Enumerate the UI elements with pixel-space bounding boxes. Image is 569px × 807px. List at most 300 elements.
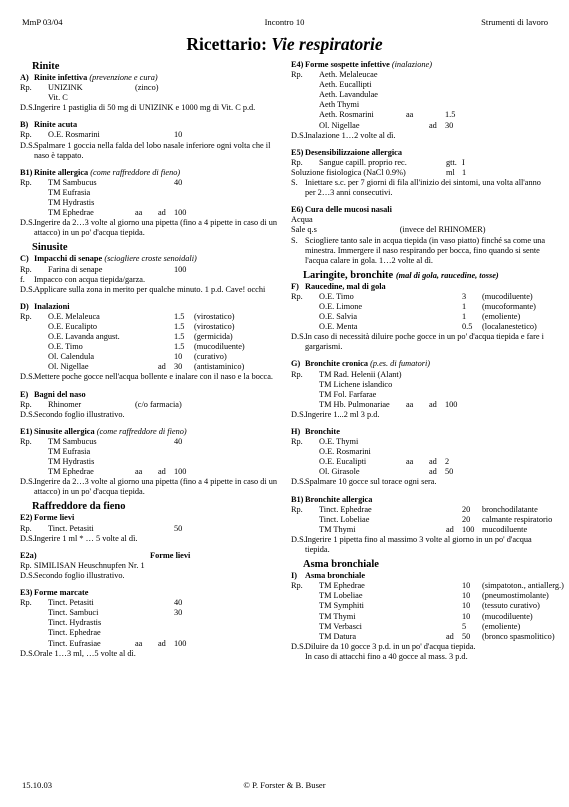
ingredient-ad [429, 370, 445, 380]
ingredient-aa [135, 93, 158, 103]
recipe-name [34, 120, 77, 130]
ingredient-quantity [174, 93, 194, 103]
ingredient-row [291, 110, 553, 120]
ingredient-quantity: 1.5 [174, 332, 185, 342]
instruction-label: S. [291, 178, 298, 188]
prescription-marker: Rp. [20, 399, 32, 409]
ingredient-name: O.E. Eucalipti [319, 457, 367, 467]
instruction-line [20, 649, 282, 659]
ingredient-name: Ol. Nigellae [319, 120, 360, 130]
instruction-text: Sciogliere tanto sale in acqua tiepida (in vaso piatto) finché sa come una minestra. Immergere il naso respirando per bocca, fino quando si sente l'acqua calare in gola. 1…2 volte al dì. [305, 235, 546, 265]
section-heading: Sinusite [32, 242, 68, 254]
instruction-text: SIMILISAN Heuschnupfen Nr. 1 [34, 560, 145, 570]
ingredient-row [291, 390, 553, 400]
recipe-heading [291, 495, 553, 505]
ingredient-aa [135, 362, 158, 372]
recipe-heading [291, 427, 553, 437]
ingredient-name: O.E. Timo [319, 291, 354, 301]
recipe-name [305, 205, 392, 215]
recipe-name-text: Impacchi di senape [34, 254, 105, 264]
ingredient-quantity: 100 [174, 264, 187, 274]
prescription-marker: Rp. [20, 436, 32, 446]
prescription-marker: Rp. [20, 598, 32, 608]
recipe-heading [20, 302, 282, 312]
instruction-line [291, 535, 553, 555]
instruction-label: Rp. [20, 560, 32, 570]
ingredient-name: TM Ephedrae [319, 581, 365, 591]
instruction-label: D.S. [20, 284, 35, 294]
recipe-code: D) [20, 301, 29, 311]
recipe-name [305, 359, 430, 369]
ingredient-name: TM Rad. Helenii (Alant) [319, 369, 402, 379]
ingredient-aa [406, 80, 429, 90]
ingredient-quantity [445, 80, 465, 90]
instruction-line [20, 275, 282, 285]
ingredient-aa [135, 332, 158, 342]
ingredient-ad [158, 130, 174, 140]
ingredient-name: O.E. Melaleuca [48, 311, 100, 321]
instruction-line [20, 218, 282, 238]
recipe-name-text: Inalazioni [34, 301, 70, 311]
ingredient-ad [429, 100, 445, 110]
recipe-heading [20, 120, 282, 130]
ingredient-row [291, 370, 553, 380]
ingredient-aa [135, 437, 158, 447]
ingredient-name: TM Hydrastis [48, 198, 95, 208]
ingredient-quantity: 10 [462, 601, 471, 611]
prescription-marker [291, 80, 305, 90]
recipe-block [20, 168, 282, 239]
prescription-marker [20, 322, 34, 332]
instruction-text: Ingerire 1 pipetta fino al massimo 3 volte al giorno in un po' d'acqua tiepida. [305, 534, 532, 555]
ingredient-name: TM Thymi [319, 611, 356, 621]
ingredient-row [20, 342, 282, 352]
recipe-name-text: Forme sospette infettive [305, 60, 392, 69]
ingredient-row [291, 515, 553, 525]
instruction-line [291, 215, 553, 225]
ingredient-row [20, 447, 282, 457]
ingredient-quantity [174, 618, 194, 628]
instruction-label: D.S. [20, 570, 35, 580]
recipe-name-note: (sciogliere croste senoidali) [104, 254, 197, 264]
ingredient-aa [428, 292, 446, 302]
ingredient-name: O.E. Limone [319, 301, 363, 311]
ingredient-row [20, 437, 282, 447]
ingredient-name: Aeth. Lavandulae [319, 90, 378, 100]
instruction-label: D.S. [291, 477, 306, 487]
ingredient-row [20, 639, 282, 649]
ingredient-name: Ol. Nigellae [48, 362, 89, 372]
recipe-code: H) [291, 427, 301, 436]
ingredient-row [20, 198, 282, 208]
ingredient-aa [135, 524, 158, 534]
ingredient-aa: aa [406, 399, 414, 409]
instruction-line [291, 236, 553, 266]
prescription-marker [291, 457, 305, 467]
ingredient-name: TM Eufrasia [48, 447, 91, 456]
ingredient-quantity: I [462, 157, 465, 167]
recipe-block [291, 148, 553, 198]
instruction-label: S. [291, 235, 298, 245]
ingredient-ad: ad [158, 467, 166, 477]
ingredient-name: TM Lichene islandico [319, 379, 393, 389]
section-heading: Asma bronchiale [303, 559, 379, 571]
instruction-text: Sale q.s (invece del RHINOMER) [291, 225, 486, 235]
ingredient-row [291, 505, 553, 515]
recipe-name-note: (come raffreddore di fieno) [90, 167, 181, 177]
recipe-code: E4) [291, 60, 304, 69]
ingredient-quantity: 5 [462, 621, 467, 631]
recipe-block [291, 427, 553, 488]
ingredient-ad [158, 352, 174, 362]
recipe-name [34, 427, 187, 437]
recipe-name-text: Bronchite [305, 427, 340, 436]
ingredient-ad [158, 178, 174, 188]
ingredient-aa [428, 581, 446, 591]
ingredient-row [291, 400, 553, 410]
header-course: MmP 03/04 [22, 17, 63, 27]
instruction-text: Impacco con acqua tiepida/garza. [34, 274, 146, 284]
ingredient-quantity [174, 628, 194, 638]
ingredient-quantity [174, 83, 194, 93]
recipe-block [291, 205, 553, 266]
recipe-code: E3) [20, 588, 33, 598]
ingredient-note: (mucodiluente) [482, 291, 533, 301]
instruction-text: In caso di attacchi fino a 40 gocce al mass. 3 p.d. [305, 651, 468, 661]
recipe-heading [291, 205, 553, 215]
ingredient-ad: ad [429, 399, 437, 409]
ingredient-row [291, 447, 553, 457]
recipe-code: I) [291, 571, 297, 581]
ingredient-aa: aa [135, 208, 143, 218]
ingredient-name: Tinct. Hydrastis [48, 618, 102, 628]
ingredient-name: TM Eufrasia [48, 187, 91, 197]
ingredient-quantity [174, 188, 194, 198]
ingredient-name: Aeth Thymi [319, 100, 360, 110]
ingredient-aa: (zinco) [135, 83, 159, 93]
prescription-marker [291, 390, 305, 400]
instruction-text: Mettere poche gocce nell'acqua bollente e inalare con il naso e la bocca. [34, 372, 273, 382]
recipe-heading [291, 282, 553, 292]
prescription-marker: Rp. [20, 311, 32, 321]
ingredient-name: Tinct. Sambuci [48, 608, 99, 618]
ingredient-ad: ad [429, 467, 437, 477]
ingredient-note: (virostatico) [194, 321, 235, 331]
ingredient-name: TM Fol. Farfarae [319, 389, 377, 399]
instruction-text: Ingerire 1 pastiglia di 50 mg di UNIZINK e 1000 mg di Vit. C p.d. [34, 103, 256, 113]
ingredient-ad: ad [158, 638, 166, 648]
ingredient-quantity: 40 [174, 598, 183, 608]
recipe-name-text: Bagni del naso [34, 389, 86, 399]
instruction-line [20, 534, 282, 544]
ingredient-ad: ad [158, 362, 166, 372]
ingredient-name: TM Verbasci [319, 621, 362, 631]
ingredient-aa [406, 380, 429, 390]
ingredient-aa [135, 598, 158, 608]
recipe-code: E) [20, 389, 29, 399]
ingredient-row [20, 208, 282, 218]
recipe-name [305, 148, 402, 158]
ingredient-quantity: 100 [174, 638, 187, 648]
instruction-label: D.S. [20, 648, 35, 658]
prescription-marker [20, 342, 34, 352]
recipe-code: B1) [20, 167, 33, 177]
ingredient-quantity: 1.5 [174, 321, 185, 331]
prescription-marker [291, 612, 305, 622]
ingredient-aa [135, 608, 158, 618]
instruction-text: Iniettare s.c. per 7 giorni di fila all'inizio dei sintomi, una volta all'anno per 2…3 anni consecutivi. [305, 178, 541, 198]
instruction-text: Applicare sulla zona in merito per qualche minuto. 1 p.d. Cave! occhi [34, 284, 266, 294]
ingredient-name: TM Sambucus [48, 177, 97, 187]
instruction-text: Spalmare 10 gocce sul torace ogni sera. [305, 477, 437, 487]
ingredient-quantity: 10 [462, 581, 471, 591]
ingredient-aa [406, 70, 429, 80]
recipe-code: E2) [20, 513, 33, 523]
ingredient-aa: aa [406, 110, 414, 120]
instruction-line [291, 131, 553, 141]
ingredient-name: Ol. Calendula [48, 352, 95, 362]
ingredient-ad [158, 618, 174, 628]
recipe-name-text: Sinusite allergica [34, 426, 97, 436]
ingredient-name: TM Hb. Pulmonariae [319, 399, 390, 409]
header-session: Incontro 10 [264, 17, 305, 27]
ingredient-aa [135, 447, 158, 457]
ingredient-name: O.E. Salvia [319, 312, 358, 322]
recipe-heading [291, 359, 553, 369]
ingredient-row [20, 83, 282, 93]
recipe-heading [20, 168, 282, 178]
ingredient-quantity: 1.5 [174, 311, 185, 321]
recipe-code: C) [20, 254, 29, 264]
ingredient-quantity: 10 [462, 591, 471, 601]
ingredient-quantity: 1.5 [445, 110, 456, 120]
ingredient-name: Farina di senape [48, 264, 103, 274]
recipe-name [305, 60, 432, 70]
prescription-marker [20, 362, 34, 372]
ingredient-ad [429, 90, 445, 100]
ingredient-quantity: 0.5 [462, 322, 473, 332]
ingredient-quantity: 2 [445, 457, 450, 467]
prescription-marker [291, 400, 305, 410]
ingredient-quantity [174, 447, 194, 457]
ingredient-row [291, 632, 553, 642]
ingredient-quantity [445, 390, 465, 400]
ingredient-row [291, 80, 553, 90]
ingredient-note: (virostatico) [194, 311, 235, 321]
ingredient-row [20, 93, 282, 103]
ingredient-ad [158, 524, 174, 534]
ingredient-aa [406, 467, 429, 477]
instruction-label: D.S. [291, 409, 306, 419]
ingredient-name: TM Thymi [319, 524, 356, 534]
prescription-marker [291, 100, 305, 110]
ingredient-quantity: 1 [462, 301, 467, 311]
recipe-name [305, 495, 372, 505]
recipe-name [305, 571, 365, 581]
ingredient-quantity: 40 [174, 177, 183, 187]
prescription-marker [291, 525, 305, 535]
instruction-line [291, 332, 553, 352]
ingredient-quantity [174, 400, 194, 410]
ingredient-quantity [445, 437, 465, 447]
ingredient-ad [446, 581, 462, 591]
instruction-label: D.S. [291, 534, 306, 544]
ingredient-note: (simpatoton., antiallerg.) [482, 581, 564, 591]
ingredient-ad: ad [446, 631, 454, 641]
instruction-line [20, 372, 282, 382]
ingredient-row [291, 457, 553, 467]
recipe-name [34, 513, 74, 523]
ingredient-quantity: 40 [174, 436, 183, 446]
ingredient-aa [135, 628, 158, 638]
ingredient-row [291, 292, 553, 302]
ingredient-aa [428, 622, 446, 632]
ingredient-row [291, 622, 553, 632]
recipe-heading [20, 427, 282, 437]
ingredient-name: Aeth. Melaleucae [319, 70, 378, 80]
instruction-text: Secondo foglio illustrativo. [34, 409, 125, 419]
ingredient-quantity [174, 198, 194, 208]
prescription-marker [291, 515, 305, 525]
instruction-label: D.S. [20, 218, 35, 228]
recipe-name [34, 390, 86, 400]
ingredient-quantity: 20 [462, 514, 471, 524]
ingredient-ad: ad [429, 120, 437, 130]
recipe-name-note: (come raffreddore di fieno) [96, 426, 187, 436]
recipe-name-text: Forme lievi [150, 550, 191, 560]
recipe-heading [20, 513, 282, 523]
page-title-subject: Vie respiratorie [271, 34, 383, 54]
ingredient-row [291, 601, 553, 611]
ingredient-note: (emoliente) [482, 312, 521, 322]
ingredient-row [20, 188, 282, 198]
prescription-marker: Rp. [291, 504, 303, 514]
prescription-marker [291, 467, 305, 477]
ingredient-name: O.E. Eucalipto [48, 321, 98, 331]
instruction-line [291, 225, 553, 235]
recipe-code: A) [20, 73, 29, 82]
ingredient-aa [428, 505, 446, 515]
instruction-label: D.S. [20, 372, 35, 382]
ingredient-row [291, 591, 553, 601]
ingredient-quantity: 1 [462, 167, 467, 177]
instruction-label [291, 652, 305, 662]
instruction-label: D.S. [20, 140, 35, 150]
prescription-marker [20, 332, 34, 342]
prescription-marker [291, 90, 305, 100]
recipe-block [20, 427, 282, 498]
prescription-marker [20, 352, 34, 362]
recipe-name-text: Bronchite cronica [305, 359, 371, 369]
instruction-text: Diluire da 10 gocce 3 p.d. in un po' d'acqua tiepida. [305, 641, 476, 651]
ingredient-row [20, 524, 282, 534]
recipe-heading [20, 254, 282, 264]
ingredient-note: calmante respiratorio [482, 514, 553, 524]
recipe-code: G) [291, 359, 301, 369]
ingredient-quantity [445, 70, 465, 80]
ingredient-quantity [445, 100, 465, 110]
ingredient-name: TM Ephedrae [48, 467, 94, 477]
ingredient-quantity: 100 [174, 467, 187, 477]
prescription-marker [291, 622, 305, 632]
prescription-marker: Rp. [20, 83, 32, 93]
ingredient-row [20, 457, 282, 467]
ingredient-row [20, 628, 282, 638]
instruction-line [20, 477, 282, 497]
ingredient-row [20, 362, 282, 372]
instruction-line [20, 571, 282, 581]
ingredient-ad [429, 70, 445, 80]
ingredient-ad [158, 188, 174, 198]
ingredient-ad: ad [158, 208, 166, 218]
recipe-block [291, 359, 553, 420]
prescription-marker: Rp. [20, 523, 32, 533]
ingredient-row [20, 322, 282, 332]
ingredient-note: bronchodilatante [482, 504, 538, 514]
ingredient-aa [428, 525, 446, 535]
prescription-marker [291, 632, 305, 642]
instruction-text: Secondo foglio illustrativo. [34, 570, 125, 580]
recipe-name-text: Cura delle mucosi nasali [305, 205, 392, 215]
prescription-marker: Rp. [291, 581, 303, 591]
ingredient-aa [135, 352, 158, 362]
recipe-name-text: Rinite allergica [34, 167, 91, 177]
ingredient-note: (curativo) [194, 352, 227, 362]
ingredient-row [291, 158, 553, 168]
ingredient-row [291, 302, 553, 312]
ingredient-note: (mucoformante) [482, 301, 536, 311]
ingredient-aa [428, 312, 446, 322]
recipe-heading [291, 60, 553, 70]
ingredient-aa: aa [406, 457, 414, 467]
recipe-name [305, 282, 386, 292]
recipe-heading [291, 571, 553, 581]
prescription-marker: Rp. [20, 177, 32, 187]
instruction-label: D.S. [20, 103, 35, 113]
ingredient-aa [428, 601, 446, 611]
ingredient-aa [135, 198, 158, 208]
prescription-marker [20, 188, 34, 198]
ingredient-aa [428, 612, 446, 622]
ingredient-name: TM Datura [319, 631, 357, 641]
prescription-marker [20, 628, 34, 638]
left-column [20, 60, 282, 659]
instruction-text: Ingerire da 2…3 volte al giorno una pipetta (fino a 4 pipette in caso di un attacco) in un po' d'acqua tiepida. [34, 218, 278, 238]
ingredient-quantity [445, 380, 465, 390]
recipe-heading [20, 390, 282, 400]
instruction-label: D.S. [20, 409, 35, 419]
recipe-heading [20, 73, 282, 83]
ingredient-aa [428, 158, 446, 168]
ingredient-quantity [174, 457, 194, 467]
ingredient-quantity: 100 [462, 524, 475, 534]
ingredient-ad: ml [446, 167, 455, 177]
ingredient-ad: gtt. [446, 157, 457, 167]
recipe-code: F) [291, 281, 299, 291]
ingredient-row [291, 467, 553, 477]
ingredient-name: Tinct. Eufrasiae [48, 638, 101, 648]
recipe-code: B) [20, 120, 29, 130]
ingredient-row [20, 467, 282, 477]
recipe-heading [20, 588, 282, 598]
ingredient-aa: (c/o farmacia) [135, 399, 182, 409]
recipe-name-text: Asma bronchiale [305, 571, 366, 581]
instruction-line [20, 103, 282, 113]
ingredient-row [291, 90, 553, 100]
instruction-label: D.S. [291, 641, 306, 651]
ingredient-name: TM Symphiti [319, 601, 364, 611]
ingredient-ad [429, 390, 445, 400]
